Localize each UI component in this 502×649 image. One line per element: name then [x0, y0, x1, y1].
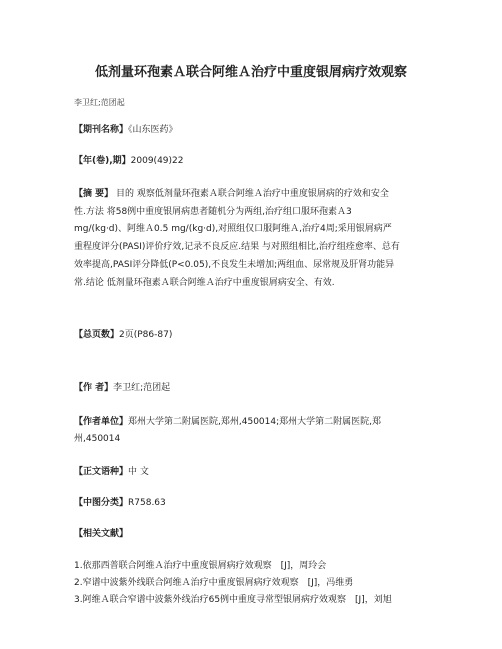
unit-value-cont: 州,450014 — [74, 434, 121, 444]
year-issue-label: 【年(卷),期】 — [74, 156, 131, 166]
document-title: 低剂量环孢素Ａ联合阿维Ａ治疗中重度银屑病疗效观察 — [94, 65, 407, 80]
abstract-block — [74, 186, 430, 292]
related-list — [74, 558, 392, 609]
abstract-line: 重程度评分(PASI)评价疗效,记录不良反应.结果 与对照组相比,治疗组痊愈率、总有 — [74, 242, 400, 253]
year-issue-value: 2009(49)22 — [130, 156, 184, 166]
abstract-line: mg/(kg·d)、阿维Ａ0.5 mg/(kg·d),对照组仅口服阿维Ａ,治疗4周;采用银屑病严 — [74, 224, 392, 235]
language-value: 中 文 — [128, 467, 149, 477]
related-item[interactable]: 2.窄谱中波紫外线联合阿维Ａ治疗中重度银屑病疗效观察 [J]，冯维勇 — [74, 578, 354, 588]
related-item[interactable]: 1.依那西普联合阿维Ａ治疗中重度银屑病疗效观察 [J]，周玲会 — [74, 561, 327, 571]
authors-label: 【作 者】 — [74, 383, 114, 393]
abstract-line: 常.结论 低剂量环孢素Ａ联合阿维Ａ治疗中重度银屑病安全、有效. — [74, 277, 335, 288]
clc-label: 【中图分类】 — [74, 498, 129, 508]
unit-value: 郑州大学第二附属医院,郑州,450014;郑州大学第二附属医院,郑 — [128, 417, 381, 427]
clc-value: R758.63 — [128, 498, 166, 508]
journal-value: 《山东医药》 — [128, 125, 178, 135]
unit-field — [74, 414, 424, 448]
language-label: 【正文语种】 — [74, 467, 129, 477]
journal-field — [74, 124, 178, 137]
abstract-text: 目的 观察低剂量环孢素Ａ联合阿维Ａ治疗中重度银屑病的疗效和安全 — [116, 189, 389, 199]
journal-label: 【期刊名称】 — [74, 125, 129, 135]
authors-field — [74, 382, 170, 395]
related-label: 【相关文献】 — [74, 529, 129, 539]
abstract-label: 【摘 要】 — [74, 189, 114, 199]
unit-label: 【作者单位】 — [74, 417, 129, 427]
pages-field — [74, 329, 172, 342]
clc-field — [74, 497, 166, 510]
pages-value: 2页(P86-87) — [119, 330, 173, 340]
related-heading — [74, 528, 128, 541]
abstract-line: 性.方法 将58例中重度银屑病患者随机分为两组,治疗组口服环孢素Ａ3 — [74, 206, 352, 217]
abstract-line: 效率提高,PASI评分降低(P<0.05),不良发生未增加;两组血、尿常规及肝肾功能异 — [74, 259, 395, 270]
language-field — [74, 466, 149, 479]
abstract-line — [74, 186, 430, 204]
authors-line: 李卫红;范团起 — [74, 98, 125, 107]
authors-value: 李卫红;范团起 — [113, 383, 171, 393]
pages-label: 【总页数】 — [74, 330, 120, 340]
year-issue-field — [74, 155, 184, 168]
related-item[interactable]: 3.阿维Ａ联合窄谱中波紫外线治疗65例中重度寻常型银屑病疗效观察 [J]，刘旭 — [74, 595, 392, 605]
